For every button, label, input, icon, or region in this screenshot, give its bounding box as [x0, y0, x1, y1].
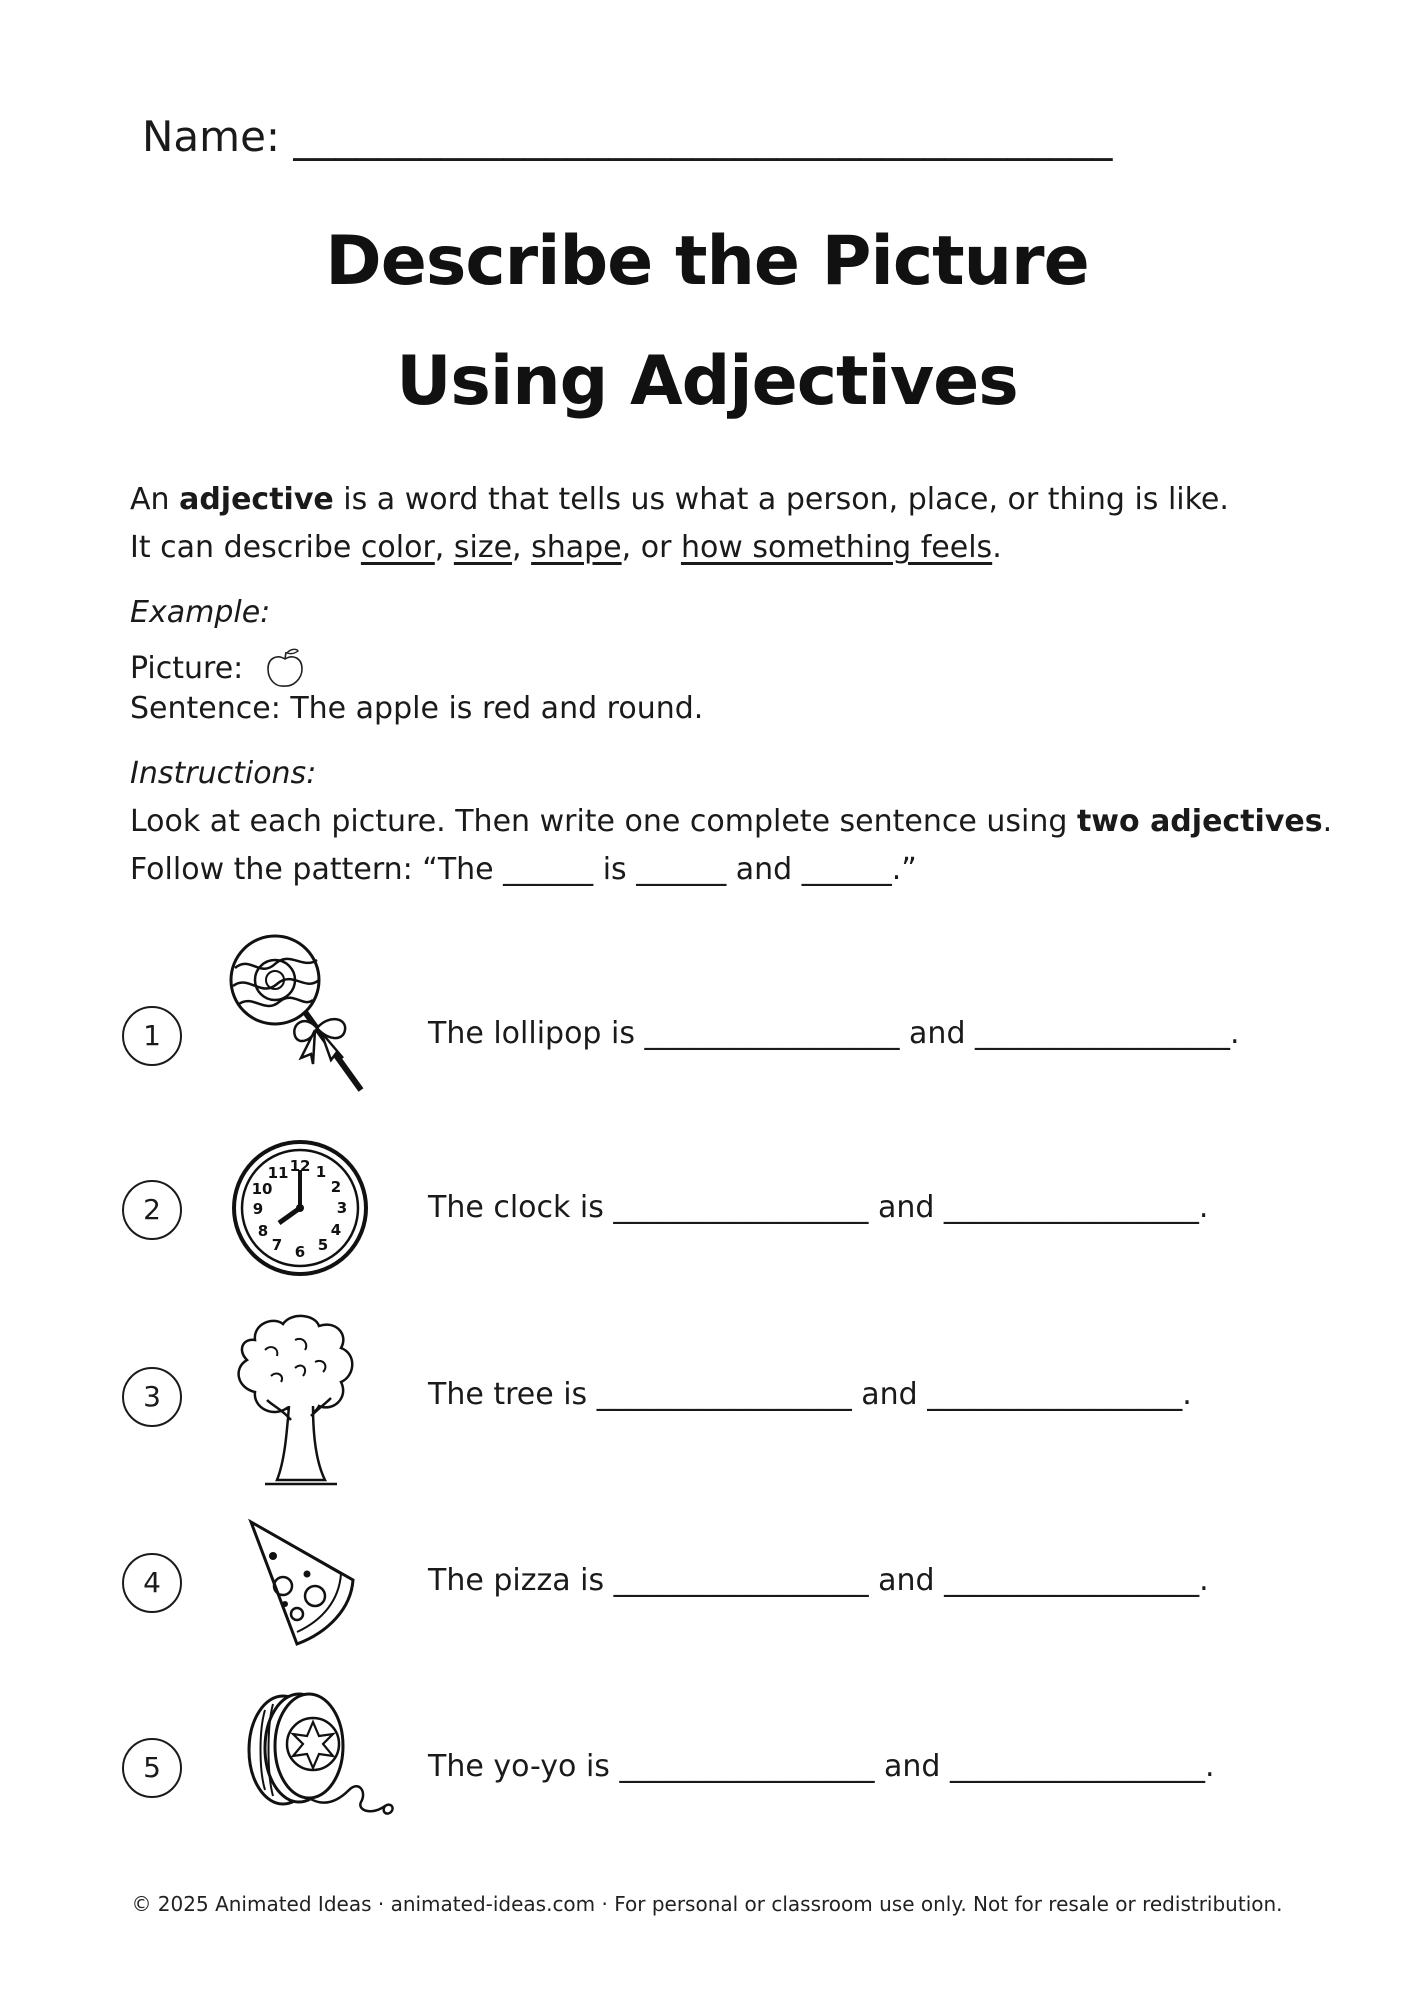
name-field-label[interactable]: Name: _______________________________________ — [142, 112, 1113, 161]
svg-text:11: 11 — [267, 1164, 289, 1182]
example-label: Example: — [130, 595, 271, 630]
separator: , or — [621, 530, 681, 565]
intro-line-2 — [130, 530, 1002, 565]
svg-text:10: 10 — [251, 1180, 273, 1198]
svg-text:2: 2 — [330, 1178, 342, 1196]
item-sentence-5[interactable]: The yo-yo is _________________ and _________________. — [428, 1749, 1215, 1784]
svg-text:7: 7 — [271, 1236, 283, 1254]
apple-icon — [263, 646, 307, 690]
keyword-color: color — [360, 530, 435, 565]
yoyo-icon — [225, 1680, 415, 1840]
item-sentence-4[interactable]: The pizza is _________________ and _________________. — [428, 1563, 1209, 1598]
instructions-text: Look at each picture. Then write one complete sentence using — [130, 804, 1077, 839]
tree-icon — [225, 1310, 375, 1492]
item-sentence-3[interactable]: The tree is _________________ and _________________. — [428, 1377, 1192, 1412]
item-number-3: 3 — [122, 1367, 182, 1427]
example-picture-label: Picture: — [130, 651, 244, 686]
lollipop-icon — [225, 930, 375, 1100]
svg-text:9: 9 — [252, 1200, 264, 1218]
intro-text: An — [130, 482, 180, 517]
item-number-5: 5 — [122, 1738, 182, 1798]
instructions-keyword: two adjectives — [1076, 804, 1323, 839]
keyword-feels: how something feels — [680, 530, 993, 565]
page-title-line-2: Using Adjectives — [396, 342, 1018, 421]
item-number-4: 4 — [122, 1553, 182, 1613]
svg-text:1: 1 — [315, 1163, 327, 1181]
separator: , — [434, 530, 454, 565]
svg-text:8: 8 — [257, 1222, 269, 1240]
example-picture-row — [130, 646, 307, 690]
svg-text:12: 12 — [289, 1157, 311, 1175]
item-sentence-1[interactable]: The lollipop is _________________ and _________________. — [428, 1016, 1240, 1051]
intro-line-1 — [130, 482, 1229, 517]
period: . — [992, 530, 1002, 565]
keyword-size: size — [453, 530, 513, 565]
clock-icon — [225, 1138, 375, 1278]
instructions-label: Instructions: — [130, 756, 317, 791]
period: . — [1322, 804, 1333, 839]
item-sentence-2[interactable]: The clock is _________________ and _________________. — [428, 1190, 1209, 1225]
example-sentence: Sentence: The apple is red and round. — [130, 691, 704, 726]
intro-text: is a word that tells us what a person, place, or thing is like. — [333, 482, 1229, 517]
copyright-footer: © 2025 Animated Ideas · animated-ideas.com · For personal or classroom use only. Not for resale or redistribution. — [131, 1892, 1283, 1916]
intro-keyword-adjective: adjective — [179, 482, 334, 517]
intro-text: It can describe — [130, 530, 361, 565]
svg-text:5: 5 — [317, 1236, 329, 1254]
svg-text:3: 3 — [336, 1199, 348, 1217]
pizza-icon — [225, 1508, 375, 1650]
page-title-line-1: Describe the Picture — [325, 222, 1089, 301]
svg-text:6: 6 — [294, 1243, 306, 1261]
item-number-2: 2 — [122, 1180, 182, 1240]
svg-text:4: 4 — [330, 1221, 342, 1239]
keyword-shape: shape — [531, 530, 622, 565]
item-number-1: 1 — [122, 1006, 182, 1066]
separator: , — [512, 530, 532, 565]
instructions-line-2: Follow the pattern: “The ______ is ______ and ______.” — [130, 852, 917, 887]
instructions-line-1 — [130, 804, 1333, 839]
